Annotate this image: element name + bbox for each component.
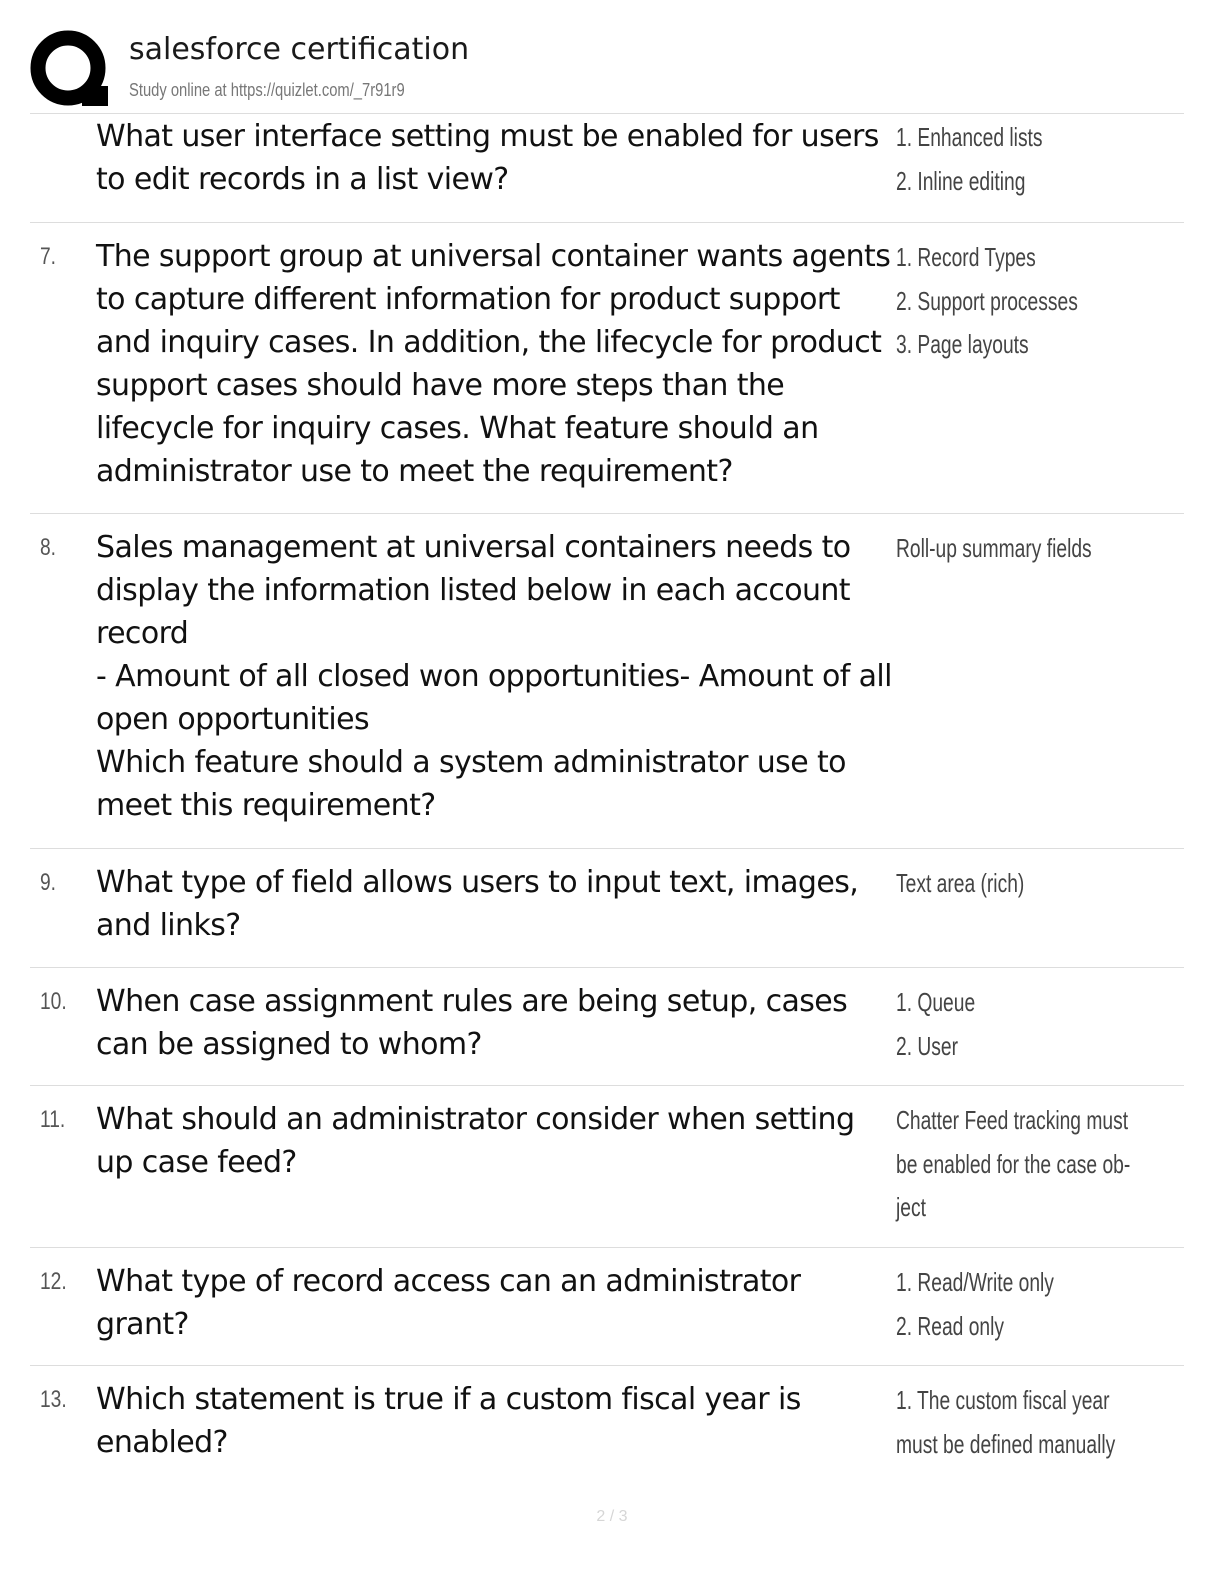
answer-line: Chatter Feed tracking must (896, 1105, 1129, 1135)
card-number: 10. (40, 988, 67, 1015)
answer-line: 1. The custom fiscal year (896, 1385, 1110, 1415)
answer-line: must be defined manually (896, 1428, 1116, 1459)
card-question: When case assignment rules are being setup, cases can be assigned to whom? (96, 984, 848, 1062)
answer-line: 1. Queue (896, 987, 976, 1017)
page-header (30, 28, 1190, 112)
flashcard-row (30, 967, 1184, 1085)
card-question: Which statement is true if a custom fiscal year is enabled? (96, 1382, 801, 1460)
card-answer (896, 1379, 1162, 1466)
card-question: What type of record access can an administrator grant? (96, 1264, 801, 1342)
card-answer (896, 981, 1162, 1068)
card-answer (896, 1261, 1162, 1348)
flashcard-row (30, 1247, 1184, 1365)
flashcard-row (30, 113, 1184, 222)
answer-line: 2. Support processes (896, 285, 1078, 316)
study-link-text: Study online at https://quizlet.com/_7r91r9 (129, 80, 405, 100)
page-title: salesforce certification (129, 32, 470, 67)
card-answer (896, 527, 1162, 571)
card-number: 8. (40, 534, 57, 561)
card-answer (896, 116, 1162, 203)
flashcard-row (30, 1365, 1184, 1486)
card-answer (896, 1099, 1162, 1230)
answer-line: 2. User (896, 1030, 959, 1061)
page-number: 2 / 3 (596, 1508, 628, 1525)
card-question: What should an administrator consider when setting up case feed? (96, 1102, 855, 1180)
answer-line: 1. Read/Write only (896, 1267, 1054, 1297)
card-answer (896, 862, 1162, 906)
card-number: 9. (40, 869, 57, 896)
card-number: 7. (40, 243, 57, 270)
card-question: What type of field allows users to input text, images, and links? (96, 865, 859, 943)
flashcard-row (30, 848, 1184, 967)
flashcard-row (30, 1085, 1184, 1247)
quizlet-logo-icon (30, 30, 110, 110)
answer-line: ject (896, 1192, 926, 1222)
flashcard-row (30, 222, 1184, 513)
answer-line: Roll-up summary fields (896, 533, 1092, 563)
answer-line: 3. Page layouts (896, 329, 1029, 359)
card-number: 13. (40, 1386, 67, 1413)
card-number: 11. (40, 1106, 66, 1133)
answer-line: 2. Read only (896, 1310, 1005, 1341)
card-question: Sales management at universal containers needs to display the information listed below in each account record - Amount of all closed won opportunities- Amount of all open opportunities Which feature should a system administrator use to meet this requirement? (96, 530, 892, 823)
answer-line: 1. Record Types (896, 242, 1036, 272)
card-question: The support group at universal container wants agents to capture different information for product support and inquiry cases. In addition, the lifecycle for product support cases should have more steps than the lifecycle for inquiry cases. What feature should an administrator use to meet the requirement? (96, 239, 891, 489)
card-question: What user interface setting must be enabled for users to edit records in a list view? (96, 119, 879, 197)
answer-line: be enabled for the case ob- (896, 1148, 1131, 1179)
flashcard-row (30, 513, 1184, 848)
answer-line: 1. Enhanced lists (896, 122, 1043, 152)
answer-line: 2. Inline editing (896, 165, 1026, 196)
answer-line: Text area (rich) (896, 868, 1025, 898)
card-number: 12. (40, 1268, 67, 1295)
flashcard-list (30, 113, 1184, 1486)
card-answer (896, 236, 1162, 367)
